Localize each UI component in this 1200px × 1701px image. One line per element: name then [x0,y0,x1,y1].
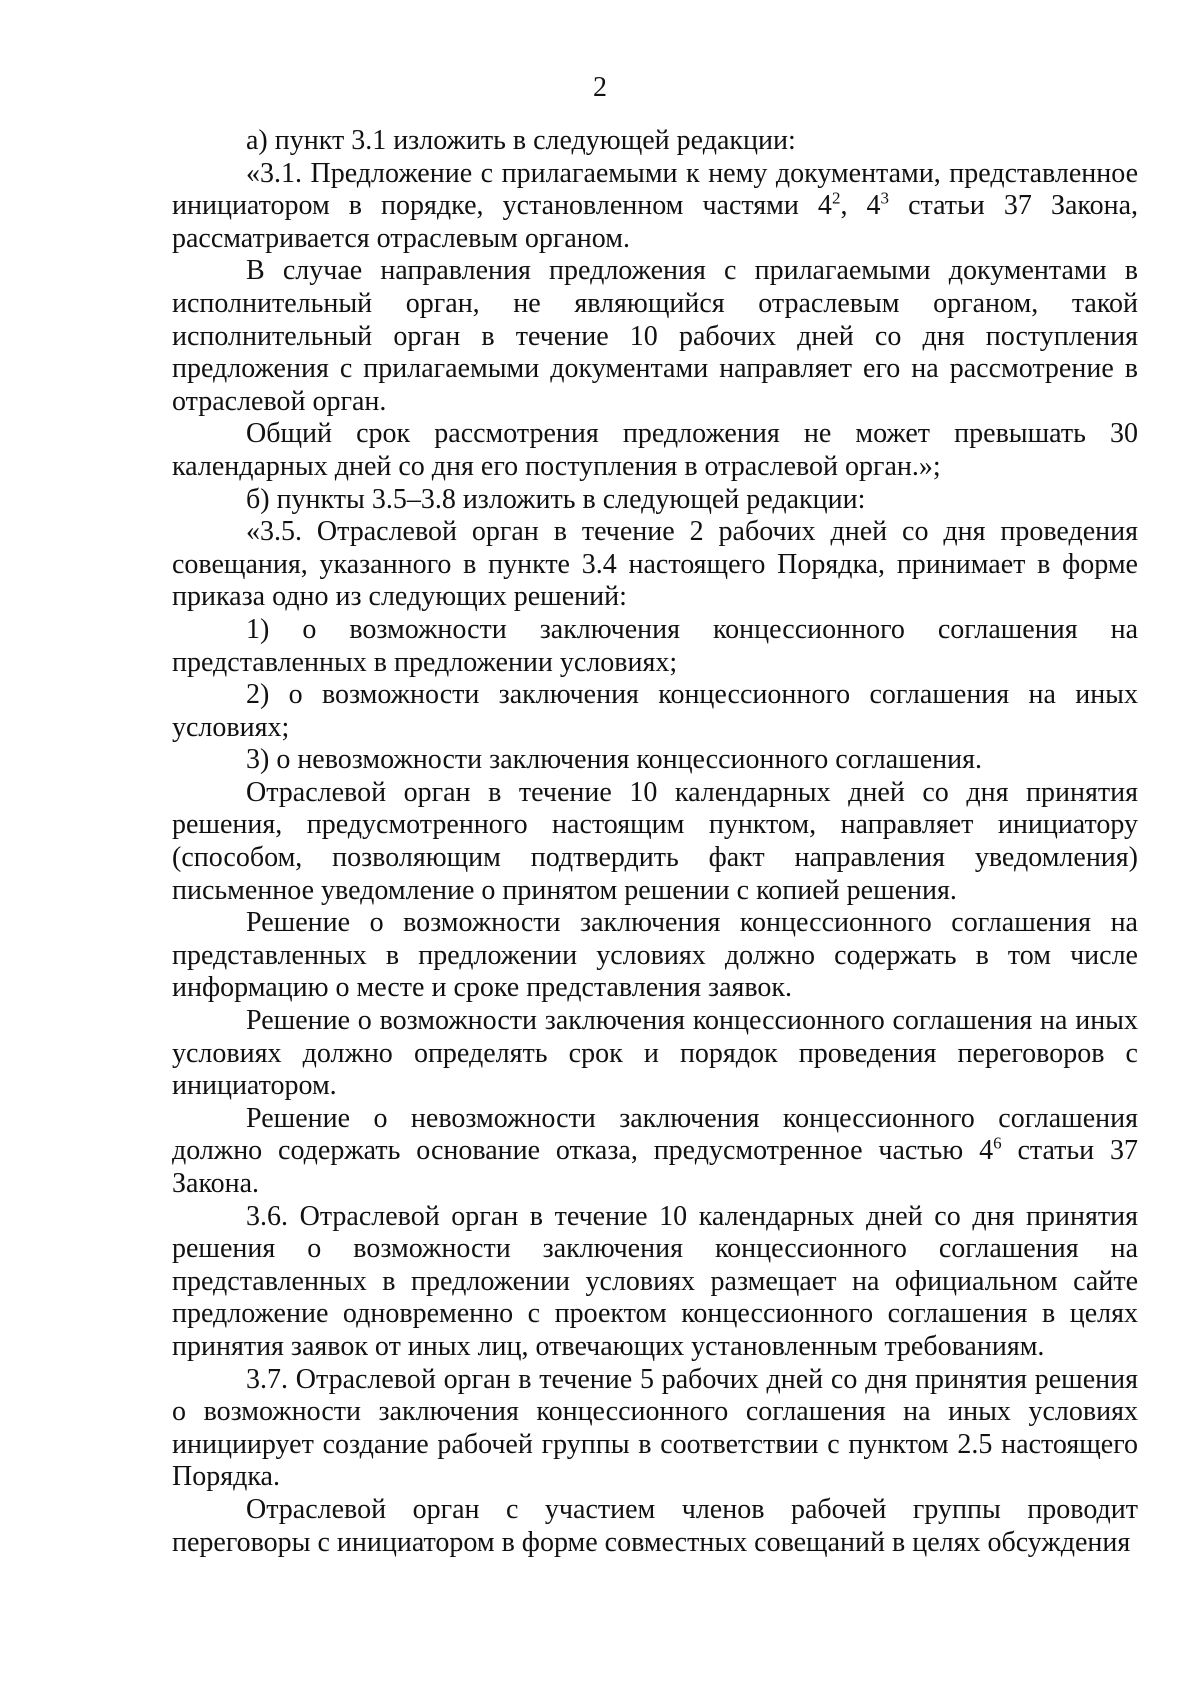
paragraph-text: а) пункт 3.1 изложить в следующей редакции: [246,125,796,156]
paragraph [172,1494,1138,1559]
page-number: 2 [593,72,607,103]
paragraph-text: Решение о невозможности заключения концессионного соглашения должно содержать основание отказа, предусмотренное частью 4 [172,1102,1138,1167]
paragraph-text: 3.6. Отраслевой орган в течение 10 календарных дней со дня принятия решения о возможности заключения концессионного соглашения на представленных в предложении условиях размещает на официальном сайте предложение одновременно с проектом концессионного соглашения в целях принятия заявок от иных лиц, отвечающих установленным требованиям. [172,1200,1138,1362]
paragraph-text: 3.7. Отраслевой орган в течение 5 рабочих дней со дня принятия решения о возможности заключения концессионного соглашения на иных условиях инициирует создание рабочей группы в соответствии с пунктом 2.5 настоящего Порядка. [172,1363,1138,1493]
document-body [172,125,1138,1559]
paragraph-text: Отраслевой орган в течение 10 календарных дней со дня принятия решения, предусмотренного настоящим пунктом, направляет инициатору (способом, позволяющим подтвердить факт направления уведомления) письменное уведомление о принятом решении с копией решения. [172,776,1138,906]
paragraph [172,679,1138,744]
paragraph [172,484,1138,517]
paragraph-text: Решение о возможности заключения концессионного соглашения на представленных в предложении условиях должно содержать в том числе информацию о месте и сроке представления заявок. [172,907,1138,1004]
paragraph-text: Отраслевой орган с участием членов рабочей группы проводит переговоры с инициатором в форме совместных совещаний в целях обсуждения [172,1493,1138,1558]
paragraph [172,744,1138,777]
paragraph-text: Решение о возможности заключения концессионного соглашения на иных условиях должно определять срок и порядок проведения переговоров с инициатором. [172,1005,1138,1102]
superscript: 6 [993,1134,1002,1154]
paragraph [172,1103,1138,1201]
superscript: 3 [880,188,890,208]
superscript: 2 [831,188,841,208]
paragraph [172,907,1138,1005]
paragraph-text: 2) о возможности заключения концессионного соглашения на иных условиях; [172,679,1138,743]
paragraph [172,418,1138,483]
paragraph [172,1201,1138,1364]
paragraph [172,1364,1138,1494]
paragraph-text: статьи 37 Закона, рассматривается отраслевым органом. [172,190,1138,254]
paragraph-text: , 4 [840,190,881,222]
paragraph-text: В случае направления предложения с прилагаемыми документами в исполнительный орган, не являющийся отраслевым органом, такой исполнительный орган в течение 10 рабочих дней со дня поступления предложения с прилагаемыми документами направляет его на рассмотрение в отраслевой орган. [172,255,1138,417]
paragraph-text: 3) о невозможности заключения концессионного соглашения. [246,744,982,776]
paragraph [172,255,1138,418]
paragraph-text: статьи 37 Закона. [172,1135,1139,1199]
paragraph-text: 1) о возможности заключения концессионного соглашения на представленных в предложении условиях; [172,613,1138,678]
paragraph-text: Общий срок рассмотрения предложения не может превышать 30 календарных дней со дня его поступления в отраслевой орган.»; [172,418,1138,482]
paragraph-text: «3.5. Отраслевой орган в течение 2 рабочих дней со дня проведения совещания, указанного в пункте 3.4 настоящего Порядка, принимает в форме приказа одно из следующих решений: [172,516,1138,613]
paragraph [172,614,1138,679]
paragraph-text: б) пункты 3.5–3.8 изложить в следующей редакции: [246,483,866,515]
paragraph-text: «3.1. Предложение с прилагаемыми к нему документами, представленное инициатором в порядке, установленном частями 4 [172,157,1138,222]
paragraph [172,516,1138,614]
paragraph [172,777,1138,907]
paragraph [172,158,1138,256]
paragraph [172,1005,1138,1103]
paragraph [172,125,1138,158]
